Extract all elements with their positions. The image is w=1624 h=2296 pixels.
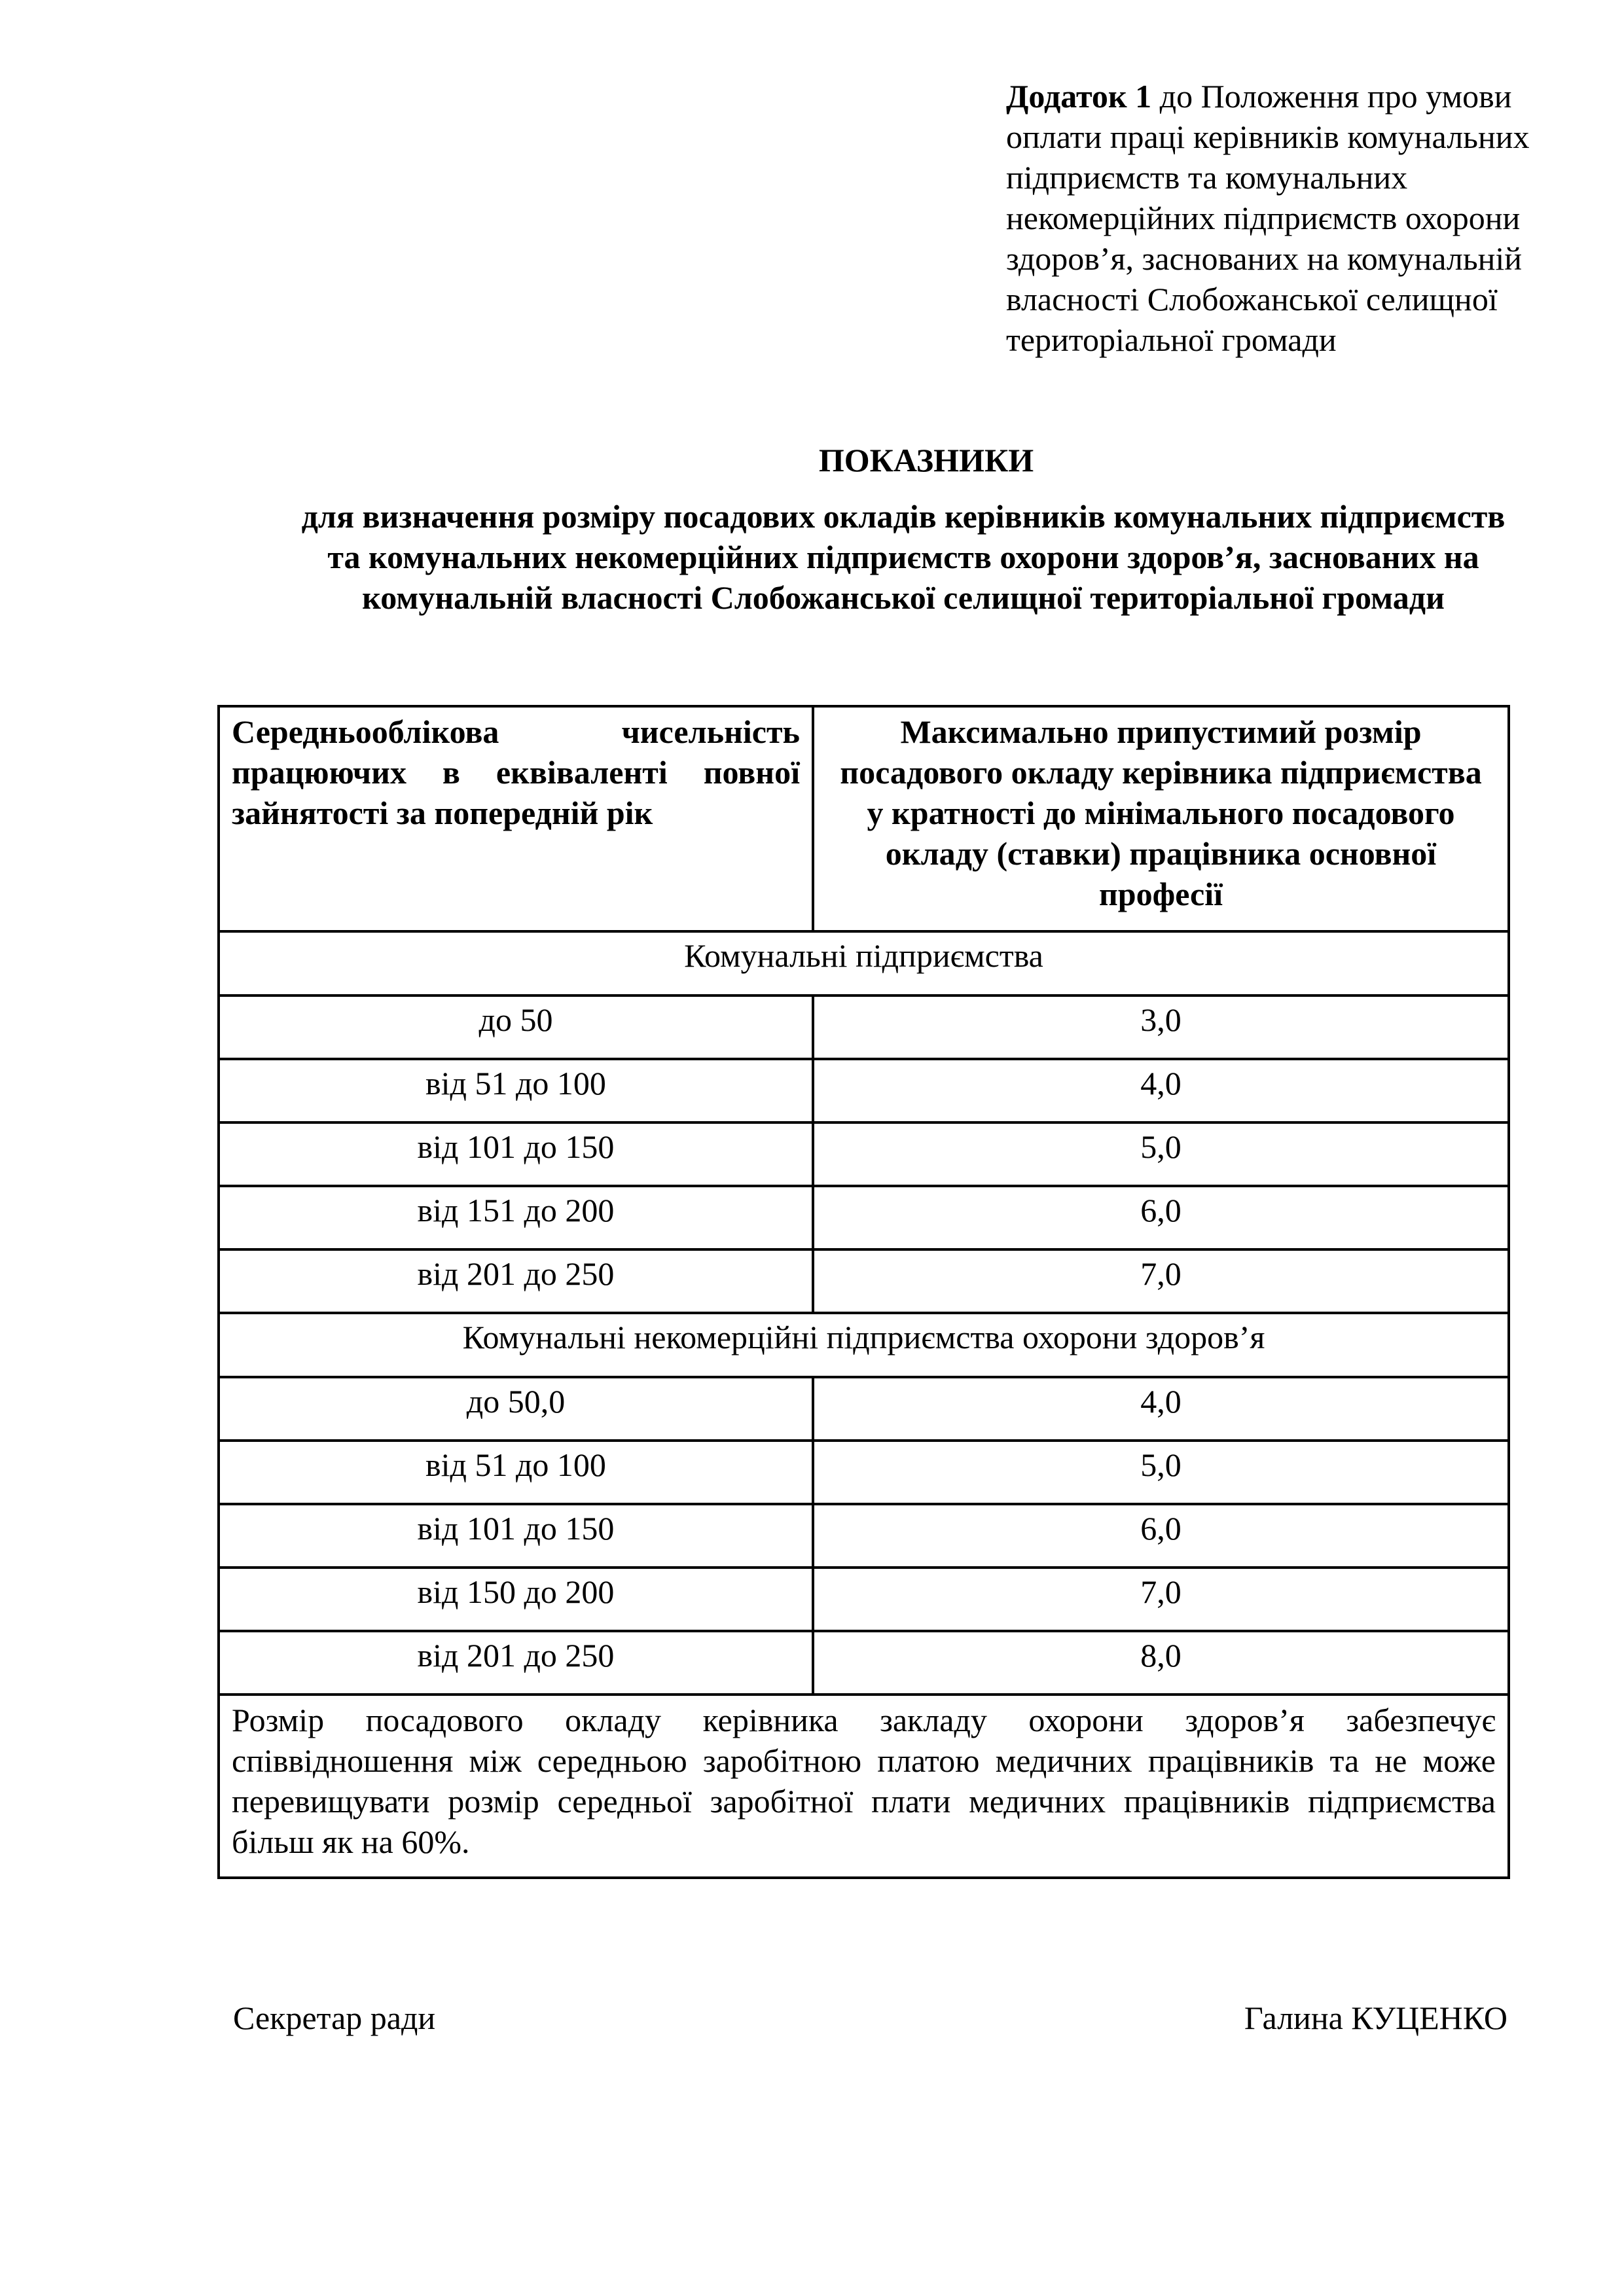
- table-header-row: [219, 706, 1509, 931]
- value-cell: 3,0: [813, 996, 1509, 1059]
- salary-ratio-table: [217, 705, 1510, 1879]
- note-row: [219, 1695, 1509, 1878]
- value-cell: 6,0: [813, 1504, 1509, 1568]
- appendix-line-2: оплати праці керівників комунальних: [1006, 118, 1530, 155]
- header-max-salary-ratio: Максимально припустимий розмір посадового окладу керівника підприємства у кратності до мінімального посадового окладу (ставки) працівника основної професії: [813, 706, 1509, 931]
- value-cell: 5,0: [813, 1441, 1509, 1504]
- subtitle-line: комунальній власності Слобожанської селищної територіальної громади: [362, 579, 1445, 616]
- appendix-label: Додаток 1: [1006, 78, 1152, 115]
- signature-position: Секретар ради: [233, 2000, 436, 2036]
- range-cell: до 50,0: [219, 1377, 813, 1441]
- document-subtitle: [216, 496, 1591, 618]
- value-cell: 4,0: [813, 1059, 1509, 1122]
- table-row: [219, 1059, 1509, 1122]
- section-title: Комунальні некомерційні підприємства охорони здоров’я: [219, 1313, 1509, 1377]
- table-row: [219, 1122, 1509, 1186]
- range-cell: від 51 до 100: [219, 1441, 813, 1504]
- appendix-line-7: територіальної громади: [1006, 321, 1337, 358]
- header-employee-count: Середньооблікова чисельність працюючих в еквіваленті повної зайнятості за попередній рік: [219, 706, 813, 931]
- section-title: Комунальні підприємства: [219, 931, 1509, 996]
- table-row: [219, 996, 1509, 1059]
- appendix-line-6: власності Слобожанської селищної: [1006, 281, 1498, 317]
- table-row: [219, 1441, 1509, 1504]
- table-row: [219, 1504, 1509, 1568]
- appendix-line-4: некомерційних підприємств охорони: [1006, 200, 1521, 236]
- subtitle-line: для визначення розміру посадових окладів керівників комунальних підприємств: [301, 498, 1506, 535]
- range-cell: від 150 до 200: [219, 1568, 813, 1631]
- range-cell: від 101 до 150: [219, 1122, 813, 1186]
- table-row: [219, 1186, 1509, 1249]
- table-row: [219, 1249, 1509, 1313]
- table-row: [219, 1568, 1509, 1631]
- section-row: [219, 931, 1509, 996]
- range-cell: від 201 до 250: [219, 1249, 813, 1313]
- value-cell: 7,0: [813, 1568, 1509, 1631]
- appendix-line-3: підприємств та комунальних: [1006, 159, 1408, 196]
- range-cell: від 151 до 200: [219, 1186, 813, 1249]
- value-cell: 7,0: [813, 1249, 1509, 1313]
- note-cell: Розмір посадового окладу керівника закладу охорони здоров’я забезпечує співвідношення між середньою заробітною платою медичних працівників та не може перевищувати розмір середньої заробітної плати медичних працівників підприємства більш як на 60%.: [219, 1695, 1509, 1878]
- subtitle-line: та комунальних некомерційних підприємств охорони здоров’я, заснованих на: [327, 539, 1479, 575]
- appendix-line-5: здоров’я, заснованих на комунальній: [1006, 240, 1523, 277]
- range-cell: до 50: [219, 996, 813, 1059]
- value-cell: 4,0: [813, 1377, 1509, 1441]
- range-cell: від 51 до 100: [219, 1059, 813, 1122]
- value-cell: 6,0: [813, 1186, 1509, 1249]
- range-cell: від 201 до 250: [219, 1631, 813, 1695]
- table-row: [219, 1631, 1509, 1695]
- appendix-note: [1006, 76, 1543, 360]
- value-cell: 5,0: [813, 1122, 1509, 1186]
- range-cell: від 101 до 150: [219, 1504, 813, 1568]
- value-cell: 8,0: [813, 1631, 1509, 1695]
- signature-name: Галина КУЦЕНКО: [1244, 2000, 1507, 2036]
- appendix-line-1: Додаток 1 до Положення про умови: [1006, 78, 1512, 115]
- section-row: [219, 1313, 1509, 1377]
- document-title: ПОКАЗНИКИ: [818, 442, 1034, 478]
- table-row: [219, 1377, 1509, 1441]
